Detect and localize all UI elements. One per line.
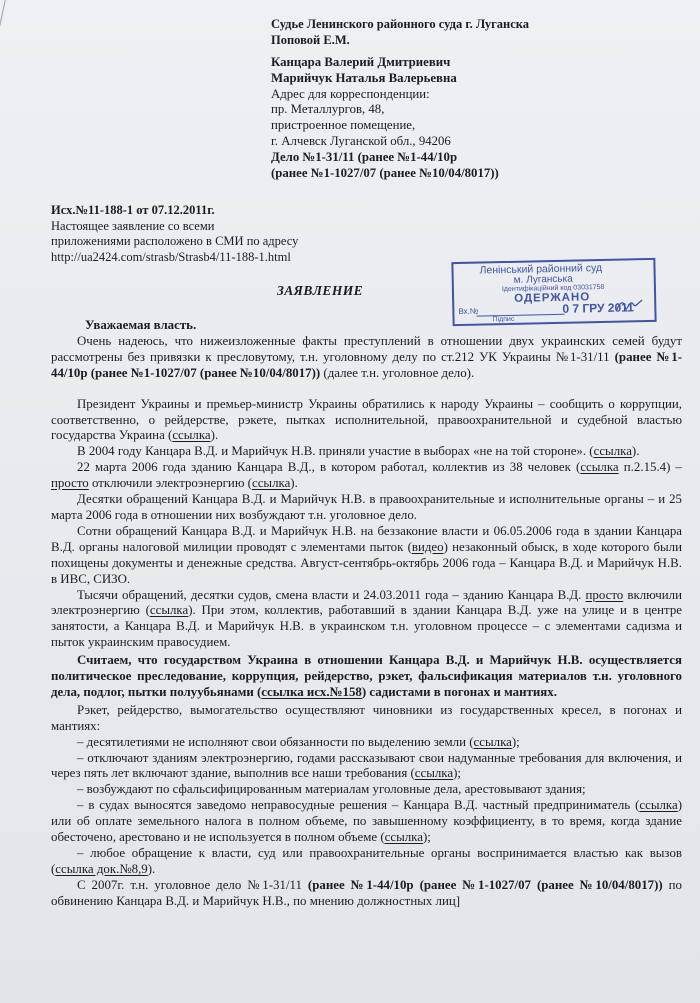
p6-text: Сотни обращений Канцара В.Д. и Марийчук Н.В. на беззаконие власти и 06.05.2006 года в здании Канцара В.Д. органы налоговой милиции проводят с элементами пыток ( <box>51 523 682 554</box>
p4-text: 22 марта 2006 года зданию Канцара В.Д., в котором работал, коллектив из 38 человек ( <box>77 460 581 475</box>
li4-text: – в судах выносятся заведомо неправосудные решения – Канцара В.Д. частный предприниматель ( <box>77 798 640 813</box>
outgoing-block <box>51 203 351 265</box>
li2-link[interactable]: ссылка <box>414 766 454 781</box>
p7-link-prosto[interactable]: просто <box>585 587 624 602</box>
p1-case-numbers: (ранее №1-44/10р (ранее №1-1027/07 (ранее №10/04/8017)) <box>51 349 682 380</box>
li4-mid: ) или об оплате земельного налога в полном объеме, по завышенному коэффициенту, в то время, когда здание обесточено, арестовано и не используется в полном объеме ( <box>51 798 682 845</box>
paragraph-7 <box>51 588 682 652</box>
stamp-number-line <box>476 314 564 317</box>
p6-video-link[interactable]: видео <box>411 539 444 554</box>
p2-tail: ). <box>210 428 219 443</box>
stamp-signature-label: Підпис <box>492 315 515 324</box>
li4-link-2[interactable]: ссылка <box>384 830 423 845</box>
p4-mid-2: отключили электроэнергию ( <box>88 476 252 491</box>
p7-link[interactable]: ссылка <box>149 603 189 618</box>
address-line-3: г. Алчевск Луганской обл., 94206 <box>271 133 451 148</box>
paragraph-6 <box>51 524 682 588</box>
li1-link[interactable]: ссылка <box>473 734 512 749</box>
li5-text: – любое обращение к власти, суд или правоохранительные органы воспринимается властью как вызов ( <box>51 846 682 876</box>
li2-tail: ); <box>453 766 461 781</box>
stamp-id-code: Ідентифікаційний код 03031758 <box>501 283 605 294</box>
stamp-city: м. Луганська <box>513 273 573 286</box>
stamp-received: ОДЕРЖАНО <box>514 291 591 305</box>
list-item-1 <box>51 735 682 751</box>
document-heading: ЗАЯВЛЕНИЕ <box>276 283 364 298</box>
stamp-court-name: Ленінський районний суд <box>479 261 603 277</box>
p4-tail: ). <box>290 476 298 491</box>
list-item-5 <box>51 846 682 878</box>
case-number-2: (ранее №1-1027/07 (ранее №10/04/8017)) <box>271 165 499 180</box>
paragraph-9: Рэкет, рейдерство, вымогательство осуществляют чиновники из государственных кресел, в погонах и мантиях: <box>51 702 682 733</box>
p1-tail: (далее т.н. уголовное дело). <box>320 365 475 380</box>
paragraph-2 <box>51 397 682 445</box>
p10-tail: по обвинению Канцара В.Д. и Марийчук Н.В., по мнению должностных лиц] <box>51 877 682 908</box>
p6-tail: ) незаконный обыск, в ходе которого были похищены документы и денежные средства. Август-сентябрь-октябрь 2006 года – Канцара В.Д. и Марийчук Н.В. в ИВС, СИЗО. <box>51 539 682 586</box>
publication-url: http://ua2424.com/strasb/Strasb4/11-188-1.html <box>51 249 291 264</box>
li4-link-1[interactable]: ссылка <box>639 798 678 813</box>
p4-link-2[interactable]: ссылка <box>251 476 291 491</box>
p4-mid: п.2.15.4) – <box>618 460 682 475</box>
list-item-4 <box>51 798 682 846</box>
paragraph-1 <box>51 334 682 382</box>
p1-text: Очень надеюсь, что нижеизложенные факты преступлений в отношении двух украинских семей будут рассмотрены без привязки к пресловутому, т.н. уголовному делу по ст.212 УК Украины №1-31/11 <box>51 333 682 364</box>
p7-mid: включили электроэнергию ( <box>51 587 683 618</box>
paragraph-4 <box>51 460 682 492</box>
paragraph-3 <box>51 444 682 460</box>
li5-tail: ). <box>147 861 156 876</box>
addressee-court: Судье Ленинского районного суда г. Луганска <box>271 17 530 31</box>
addressee-block <box>271 16 691 48</box>
p2-text: Президент Украины и премьер-министр Украины обратились к народу Украины – сообщить о коррупции, соответственно, о рейдерстве, рэкете, пытках исполнительной, правоохранительной и судебной властью государства Украина ( <box>51 396 682 443</box>
p3-tail: ). <box>631 444 640 459</box>
statement-body <box>51 315 683 910</box>
publication-note-1: Настоящее заявление со всеми <box>51 218 215 233</box>
p8-text: Считаем, что государством Украина в отношении Канцара В.Д. и Марийчук Н.В. осуществляется политическое преследование, коррупция, рейдерство, рэкет, фальсификация материалов т.н. уголовного дела, подлог, пытки полуубьянами ( <box>51 653 682 699</box>
publication-note-2: приложениями расположено в СМИ по адресу <box>51 234 299 249</box>
senders-block <box>271 55 691 181</box>
addressee-judge: Поповой Е.М. <box>271 33 350 47</box>
li5-link[interactable]: ссылка док.№8,9 <box>55 861 148 876</box>
p4-link-1[interactable]: ссылка <box>580 460 619 475</box>
stamp-date: 0 7 ГРУ 2011 <box>562 300 634 316</box>
sender-name-1: Канцара Валерий Дмитриевич <box>271 55 451 69</box>
p3-text: В 2004 году Канцара В.Д. и Марийчук Н.В. приняли участие в выборах «не на той стороне». ( <box>77 444 594 459</box>
address-line-2: пристроенное помещение, <box>271 118 416 133</box>
p10-case-numbers: (ранее №1-44/10р (ранее №1-1027/07 (ранее №10/04/8017)) <box>307 877 663 892</box>
p4-link-prosto[interactable]: просто <box>51 476 89 491</box>
outgoing-reference: Исх.№11-188-1 от 07.12.2011г. <box>51 203 215 217</box>
case-number-1: Дело №1-31/11 (ранее №1-44/10р <box>271 149 458 164</box>
paragraph-5: Десятки обращений Канцара В.Д. и Марийчук Н.В. в правоохранительные и исполнительные органы – и 25 марта 2006 года в отношении них возбуждают т.н. уголовное дело. <box>51 492 682 522</box>
li4-tail: ); <box>422 830 431 845</box>
paragraph-10 <box>51 878 682 910</box>
paragraph-8 <box>51 653 682 701</box>
salutation: Уважаемая власть. <box>85 318 197 332</box>
corner-fold-mark <box>0 0 22 26</box>
p7-text: Тысячи обращений, десятки судов, смена власти и 24.03.2011 года – зданию Канцара В.Д. <box>77 587 586 602</box>
list-item-3: – возбуждают по сфальсифицированным материалам уголовные дела, арестовывают здания; <box>77 782 586 797</box>
p2-link[interactable]: ссылка <box>172 428 211 443</box>
li2-text: – отключают зданиям электроэнергию, годами рассказывают свои надуманные требования для включения, и через пять лет включают здание, выполнив все наши требования ( <box>51 750 682 781</box>
p10-text: С 2007г. т.н. уголовное дело №1-31/11 <box>77 877 308 892</box>
stamp-in-number-label: Вх.№ <box>458 306 479 317</box>
address-label: Адрес для корреспонденции: <box>271 86 430 101</box>
sender-name-2: Марийчук Наталья Валерьевна <box>271 70 457 85</box>
address-line-1: пр. Металлургов, 48, <box>271 102 385 117</box>
p7-tail: ). При этом, коллектив, работавший в здании Канцара В.Д. уже на улице и в центре занятости, а Канцара В.Д. и Марийчук Н.В. в украинском т.н. уголовном процессе – с элементами садизма и пыток украинским правосудием. <box>51 603 682 650</box>
p8-tail: ) садистами в погонах и мантиях. <box>361 684 557 699</box>
li1-text: – десятилетиями не исполняют свои обязанности по выделению земли ( <box>77 734 474 749</box>
p3-link[interactable]: ссылка <box>593 444 632 459</box>
list-item-2 <box>51 751 682 783</box>
p8-link[interactable]: ссылка исх.№158 <box>261 684 362 699</box>
li1-tail: ); <box>511 734 520 749</box>
